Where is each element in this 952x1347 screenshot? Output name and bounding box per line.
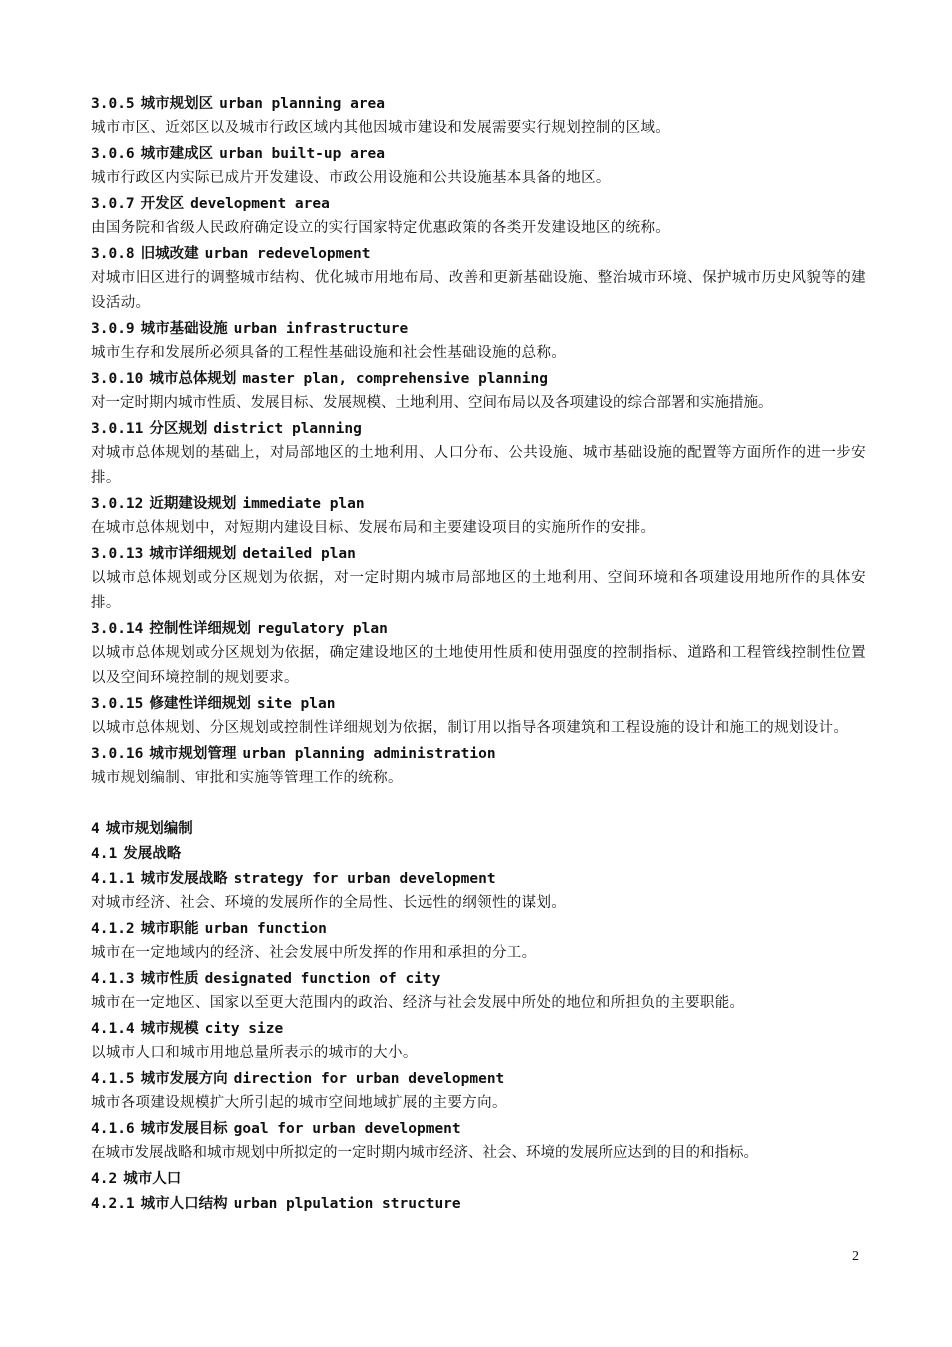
term-entry <box>91 741 866 791</box>
term-heading: 4.1.1 城市发展战略 strategy for urban development <box>91 871 496 887</box>
term-entry <box>91 966 866 1016</box>
term-definition: 城市各项建设规模扩大所引起的城市空间地域扩展的主要方向。 <box>91 1095 507 1111</box>
term-heading: 4.1.4 城市规模 city size <box>91 1021 284 1037</box>
term-definition: 城市生存和发展所必须具备的工程性基础设施和社会性基础设施的总称。 <box>91 345 567 361</box>
term-entry <box>91 1016 866 1066</box>
term-entry <box>91 141 866 191</box>
term-entry <box>91 366 866 416</box>
term-definition: 在城市总体规划中，对短期内建设目标、发展布局和主要建设项目的实施所作的安排。 <box>91 520 656 536</box>
term-entry <box>91 491 866 541</box>
term-heading: 4.2.1 城市人口结构 urban plpulation structure <box>91 1196 461 1212</box>
term-definition: 对城市经济、社会、环境的发展所作的全局性、长远性的纲领性的谋划。 <box>91 895 567 911</box>
chapter-heading: 4 城市规划编制 <box>91 821 193 837</box>
term-entry <box>91 91 866 141</box>
page-number: 2 <box>852 1249 859 1264</box>
term-entry <box>91 691 866 741</box>
term-heading: 3.0.11 分区规划 district planning <box>91 421 362 437</box>
term-definition: 城市在一定地域内的经济、社会发展中所发挥的作用和承担的分工。 <box>91 945 537 961</box>
section-spacer <box>91 791 866 816</box>
term-entry <box>91 1066 866 1116</box>
term-definition: 城市市区、近郊区以及城市行政区域内其他因城市建设和发展需要实行规划控制的区域。 <box>91 120 671 136</box>
term-heading: 3.0.15 修建性详细规划 site plan <box>91 696 336 712</box>
term-heading: 3.0.12 近期建设规划 immediate plan <box>91 496 365 512</box>
term-heading: 3.0.8 旧城改建 urban redevelopment <box>91 246 371 262</box>
term-entry <box>91 916 866 966</box>
term-heading: 3.0.7 开发区 development area <box>91 196 330 212</box>
term-entry <box>91 316 866 366</box>
term-definition: 以城市总体规划或分区规划为依据，确定建设地区的土地使用性质和使用强度的控制指标、道路和工程管线控制性位置以及空间环境控制的规划要求。 <box>91 645 866 686</box>
term-heading: 4.1.2 城市职能 urban function <box>91 921 327 937</box>
term-definition: 在城市发展战略和城市规划中所拟定的一定时期内城市经济、社会、环境的发展所应达到的目的和指标。 <box>91 1145 758 1161</box>
term-definition: 城市行政区内实际已成片开发建设、市政公用设施和公共设施基本具备的地区。 <box>91 170 611 186</box>
term-heading: 3.0.13 城市详细规划 detailed plan <box>91 546 356 562</box>
section-heading: 4.2 城市人口 <box>91 1171 182 1187</box>
term-heading: 3.0.10 城市总体规划 master plan, comprehensive planning <box>91 371 548 387</box>
term-heading: 4.1.3 城市性质 designated function of city <box>91 971 441 987</box>
term-definition: 城市规划编制、审批和实施等管理工作的统称。 <box>91 770 403 786</box>
section-heading: 4.1 发展战略 <box>91 846 182 862</box>
term-heading: 3.0.5 城市规划区 urban planning area <box>91 96 386 112</box>
term-definition: 以城市总体规划、分区规划或控制性详细规划为依据，制订用以指导各项建筑和工程设施的设计和施工的规划设计。 <box>91 720 849 736</box>
term-definition: 以城市人口和城市用地总量所表示的城市的大小。 <box>91 1045 418 1061</box>
term-heading: 3.0.16 城市规划管理 urban planning administration <box>91 746 496 762</box>
term-entry <box>91 616 866 691</box>
term-heading: 3.0.9 城市基础设施 urban infrastructure <box>91 321 409 337</box>
document-page <box>91 91 866 1216</box>
term-entry <box>91 1116 866 1166</box>
term-entry <box>91 241 866 316</box>
term-definition: 对一定时期内城市性质、发展目标、发展规模、土地利用、空间布局以及各项建设的综合部署和实施措施。 <box>91 395 773 411</box>
term-definition: 对城市旧区进行的调整城市结构、优化城市用地布局、改善和更新基础设施、整治城市环境、保护城市历史风貌等的建设活动。 <box>91 270 866 311</box>
term-heading: 3.0.14 控制性详细规划 regulatory plan <box>91 621 388 637</box>
term-heading: 3.0.6 城市建成区 urban built-up area <box>91 146 386 162</box>
term-heading: 4.1.5 城市发展方向 direction for urban development <box>91 1071 505 1087</box>
term-entry <box>91 541 866 616</box>
term-definition: 对城市总体规划的基础上，对局部地区的土地利用、人口分布、公共设施、城市基础设施的配置等方面所作的进一步安排。 <box>91 445 866 486</box>
term-entry <box>91 866 866 916</box>
term-definition: 由国务院和省级人民政府确定设立的实行国家特定优惠政策的各类开发建设地区的统称。 <box>91 220 671 236</box>
term-definition: 以城市总体规划或分区规划为依据，对一定时期内城市局部地区的土地利用、空间环境和各项建设用地所作的具体安排。 <box>91 570 866 611</box>
term-definition: 城市在一定地区、国家以至更大范围内的政治、经济与社会发展中所处的地位和所担负的主要职能。 <box>91 995 745 1011</box>
term-entry <box>91 416 866 491</box>
term-entry <box>91 191 866 241</box>
term-heading: 4.1.6 城市发展目标 goal for urban development <box>91 1121 461 1137</box>
